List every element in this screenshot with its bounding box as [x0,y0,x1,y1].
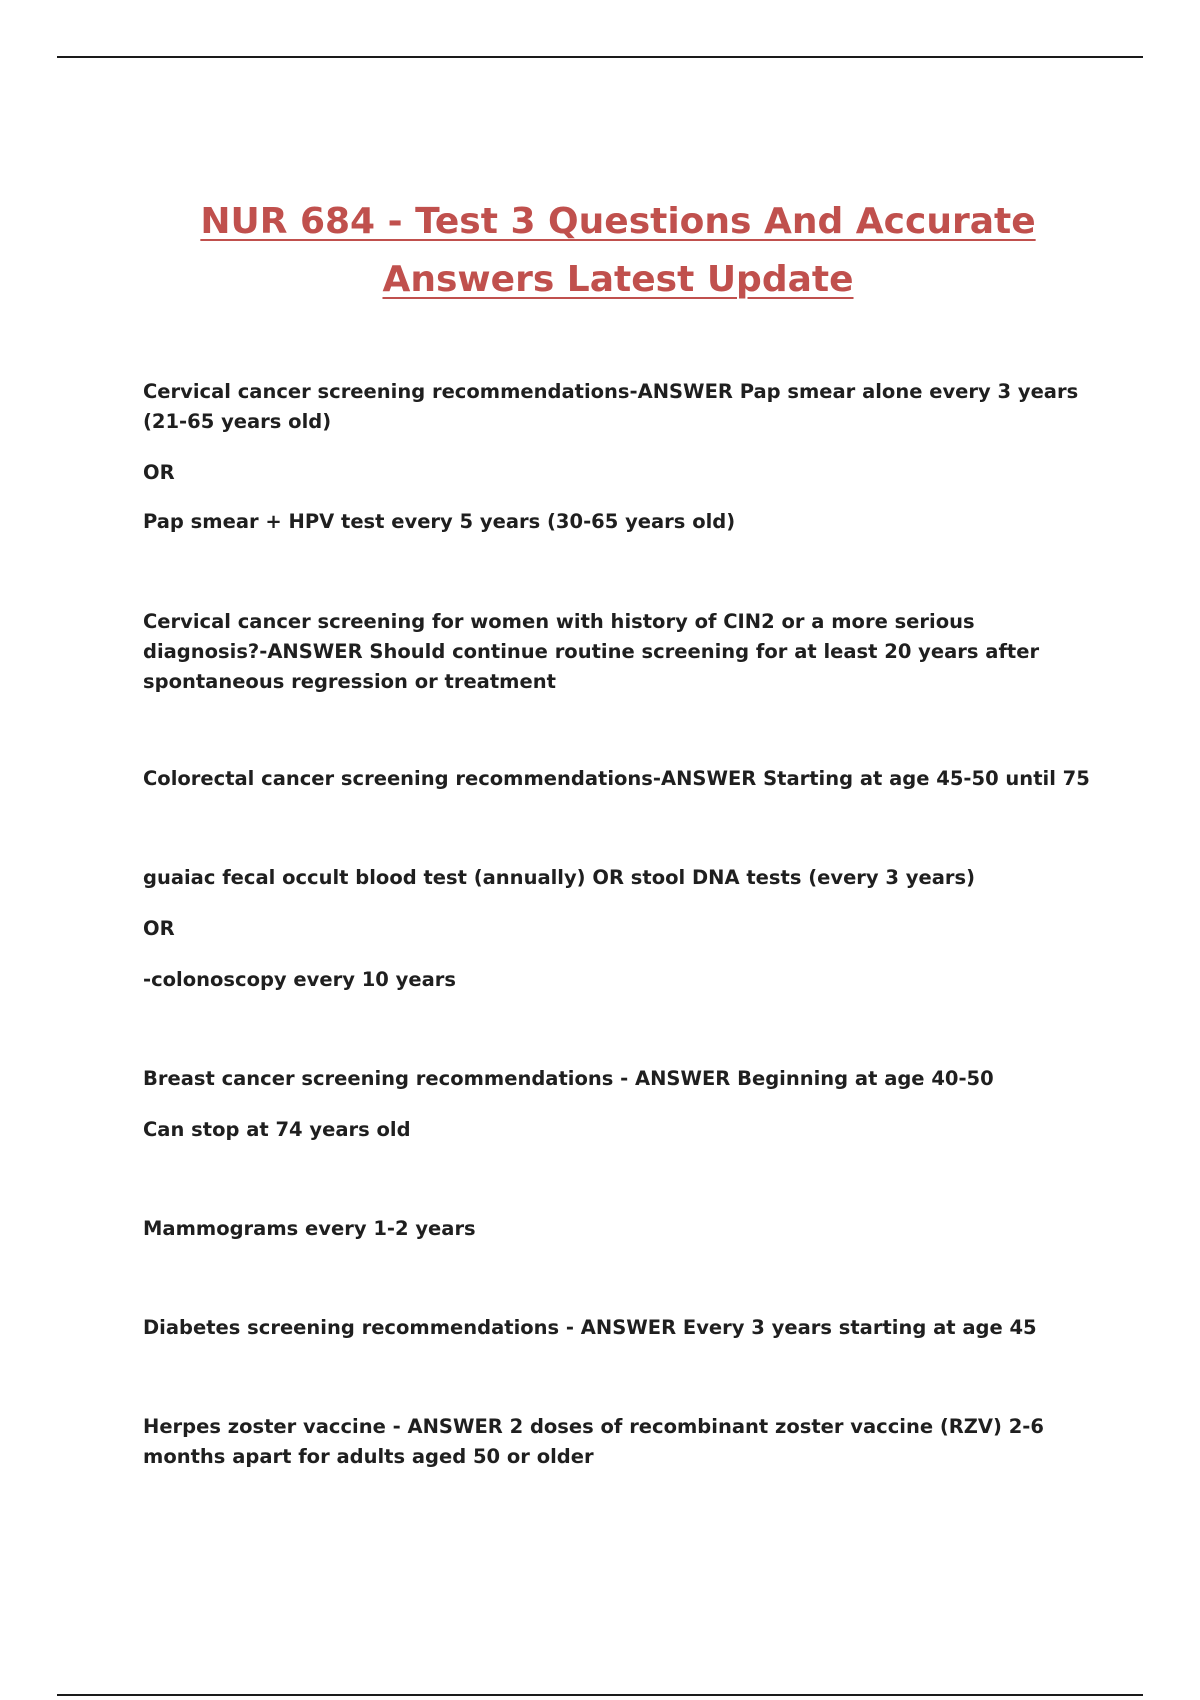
qa-breast-screening [143,1064,1093,1094]
text-line: Diabetes screening recommendations - ANSWER Every 3 years starting at age 45 [143,1316,1037,1339]
qa-cervical-alternative [143,507,1093,537]
text-line: diagnosis?-ANSWER Should continue routine screening for at least 20 years after [143,640,1040,663]
or-separator [143,914,1093,944]
text-line: Colorectal cancer screening recommendations-ANSWER Starting at age 45-50 until 75 [143,767,1090,790]
title-line-1: NUR 684 - Test 3 Questions And Accurate [200,201,1036,242]
qa-herpes-zoster-vaccine [143,1412,1093,1472]
text-line: Herpes zoster vaccine - ANSWER 2 doses of recombinant zoster vaccine (RZV) 2-6 [143,1415,1044,1438]
title-line-2: Answers Latest Update [382,259,854,300]
text-line: OR [143,917,175,940]
text-line: -colonoscopy every 10 years [143,968,456,991]
text-line: Cervical cancer screening recommendations-ANSWER Pap smear alone every 3 years [143,380,1079,403]
text-line: Pap smear + HPV test every 5 years (30-65 years old) [143,510,736,533]
text-line: Can stop at 74 years old [143,1118,411,1141]
text-line: Mammograms every 1-2 years [143,1217,476,1240]
text-line: (21-65 years old) [143,410,332,433]
qa-diabetes-screening [143,1313,1093,1343]
breast-stop-age [143,1115,1093,1145]
colorectal-stool-tests [143,863,1093,893]
text-line: spontaneous regression or treatment [143,670,556,693]
breast-mammogram-interval [143,1214,1093,1244]
document-title [120,193,1116,309]
colorectal-colonoscopy [143,965,1093,995]
qa-colorectal-screening [143,764,1093,794]
qa-cervical-screening [143,377,1093,437]
text-line: Breast cancer screening recommendations - ANSWER Beginning at age 40-50 [143,1067,994,1090]
top-rule [57,56,1143,58]
text-line: Cervical cancer screening for women with history of CIN2 or a more serious [143,610,975,633]
qa-cin2-screening [143,607,1093,697]
text-line: OR [143,461,175,484]
text-line: guaiac fecal occult blood test (annually) OR stool DNA tests (every 3 years) [143,866,975,889]
or-separator [143,458,1093,488]
bottom-rule [57,1694,1143,1696]
text-line: months apart for adults aged 50 or older [143,1445,594,1468]
